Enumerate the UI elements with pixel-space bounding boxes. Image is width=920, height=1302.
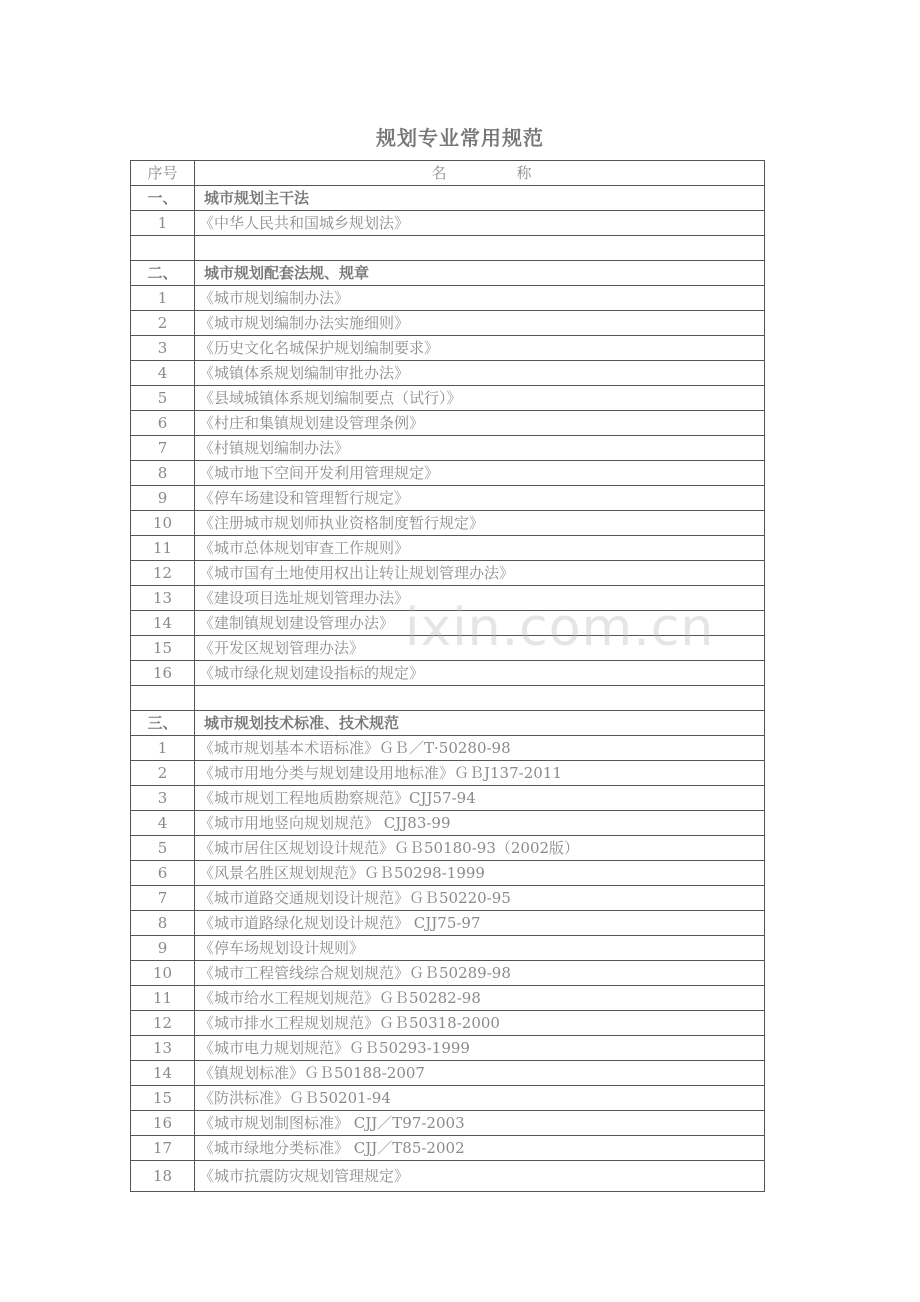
item-name: 《村镇规划编制办法》 (195, 436, 765, 461)
item-name: 《城市地下空间开发利用管理规定》 (195, 461, 765, 486)
header-name-part1: 名 (431, 164, 447, 182)
table-row (131, 1161, 765, 1192)
item-number: 6 (131, 411, 195, 436)
watermark: ixin.com.cn (405, 598, 715, 658)
item-name: 《建制镇规划建设管理办法》 (195, 611, 765, 636)
table-row (131, 1086, 765, 1111)
item-number: 18 (131, 1161, 195, 1192)
item-name: 《防洪标准》ＧＢ50201-94 (195, 1086, 765, 1111)
item-name: 《停车场建设和管理暂行规定》 (195, 486, 765, 511)
section-title: 城市规划技术标准、技术规范 (195, 711, 765, 736)
item-number: 10 (131, 511, 195, 536)
table-row (131, 761, 765, 786)
item-name: 《城市道路绿化规划设计规范》 CJJ75-97 (195, 911, 765, 936)
item-name: 《城市用地分类与规划建设用地标准》ＧＢJ137-2011 (195, 761, 765, 786)
item-name: 《开发区规划管理办法》 (195, 636, 765, 661)
item-number: 8 (131, 911, 195, 936)
table-row (131, 886, 765, 911)
table-row (131, 586, 765, 611)
item-number: 7 (131, 886, 195, 911)
page-title: 规划专业常用规范 (376, 126, 544, 150)
item-name: 《镇规划标准》ＧＢ50188-2007 (195, 1061, 765, 1086)
table-row (131, 1061, 765, 1086)
item-name: 《建设项目选址规划管理办法》 (195, 586, 765, 611)
item-number: 2 (131, 311, 195, 336)
item-name: 《城市规划工程地质勘察规范》CJJ57-94 (195, 786, 765, 811)
item-number: 9 (131, 936, 195, 961)
item-number: 14 (131, 611, 195, 636)
item-name: 《城市用地竖向规划规范》 CJJ83-99 (195, 811, 765, 836)
item-number: 3 (131, 336, 195, 361)
item-name: 《村庄和集镇规划建设管理条例》 (195, 411, 765, 436)
item-name: 《城市抗震防灾规划管理规定》 (195, 1161, 765, 1192)
blank-cell (195, 686, 765, 711)
table-row (131, 436, 765, 461)
table-row (131, 936, 765, 961)
table-row (131, 386, 765, 411)
item-name: 《城市规划编制办法》 (195, 286, 765, 311)
item-name: 《城市给水工程规划规范》ＧＢ50282-98 (195, 986, 765, 1011)
item-number: 6 (131, 861, 195, 886)
item-number: 1 (131, 736, 195, 761)
section-row (131, 186, 765, 211)
table-row (131, 311, 765, 336)
item-name: 《城市国有土地使用权出让转让规划管理办法》 (195, 561, 765, 586)
item-name: 《城市总体规划审查工作规则》 (195, 536, 765, 561)
table-row (131, 986, 765, 1011)
item-name: 《历史文化名城保护规划编制要求》 (195, 336, 765, 361)
blank-row (131, 236, 765, 261)
item-name: 《城市电力规划规范》ＧＢ50293-1999 (195, 1036, 765, 1061)
item-name: 《中华人民共和国城乡规划法》 (195, 211, 765, 236)
section-row (131, 261, 765, 286)
item-number: 12 (131, 561, 195, 586)
table-row (131, 1111, 765, 1136)
table-row (131, 961, 765, 986)
table-row (131, 461, 765, 486)
table-row (131, 286, 765, 311)
item-name: 《城市居住区规划设计规范》ＧＢ50180-93（2002版） (195, 836, 765, 861)
table-row (131, 786, 765, 811)
table-row (131, 561, 765, 586)
table-row (131, 736, 765, 761)
section-index: 二、 (131, 261, 195, 286)
blank-cell (131, 686, 195, 711)
item-number: 8 (131, 461, 195, 486)
item-name: 《注册城市规划师执业资格制度暂行规定》 (195, 511, 765, 536)
section-index: 三、 (131, 711, 195, 736)
table-row (131, 861, 765, 886)
table-row (131, 411, 765, 436)
item-name: 《城市绿地分类标准》 CJJ／T85-2002 (195, 1136, 765, 1161)
table-row (131, 511, 765, 536)
item-number: 3 (131, 786, 195, 811)
table-row (131, 636, 765, 661)
table-row (131, 811, 765, 836)
header-index: 序号 (131, 161, 195, 186)
item-number: 14 (131, 1061, 195, 1086)
item-number: 11 (131, 986, 195, 1011)
item-name: 《县域城镇体系规划编制要点（试行）》 (195, 386, 765, 411)
section-title: 城市规划配套法规、规章 (195, 261, 765, 286)
item-name: 《城市排水工程规划规范》ＧＢ50318-2000 (195, 1011, 765, 1036)
table-header-row (131, 161, 765, 186)
blank-row (131, 686, 765, 711)
item-name: 《停车场规划设计规则》 (195, 936, 765, 961)
table-row (131, 211, 765, 236)
item-number: 9 (131, 486, 195, 511)
table-row (131, 661, 765, 686)
item-number: 17 (131, 1136, 195, 1161)
table-row (131, 361, 765, 386)
table-row (131, 1036, 765, 1061)
item-number: 15 (131, 1086, 195, 1111)
header-name-part2: 称 (516, 164, 532, 182)
item-number: 13 (131, 1036, 195, 1061)
regulations-table (130, 160, 765, 1192)
item-number: 15 (131, 636, 195, 661)
item-name: 《城镇体系规划编制审批办法》 (195, 361, 765, 386)
item-name: 《城市绿化规划建设指标的规定》 (195, 661, 765, 686)
blank-cell (131, 236, 195, 261)
header-name (195, 161, 765, 186)
table-row (131, 336, 765, 361)
item-number: 11 (131, 536, 195, 561)
table-row (131, 1011, 765, 1036)
item-name: 《城市道路交通规划设计规范》ＧＢ50220-95 (195, 886, 765, 911)
table-row (131, 611, 765, 636)
item-number: 1 (131, 211, 195, 236)
table-row (131, 1136, 765, 1161)
item-number: 5 (131, 386, 195, 411)
table-row (131, 911, 765, 936)
item-name: 《城市规划编制办法实施细则》 (195, 311, 765, 336)
item-number: 10 (131, 961, 195, 986)
item-number: 4 (131, 811, 195, 836)
section-index: 一、 (131, 186, 195, 211)
item-number: 16 (131, 661, 195, 686)
table-row (131, 536, 765, 561)
item-number: 4 (131, 361, 195, 386)
item-name: 《城市规划基本术语标准》ＧＢ／T·50280-98 (195, 736, 765, 761)
section-row (131, 711, 765, 736)
item-number: 5 (131, 836, 195, 861)
item-number: 16 (131, 1111, 195, 1136)
table-row (131, 486, 765, 511)
item-number: 1 (131, 286, 195, 311)
blank-cell (195, 236, 765, 261)
item-number: 13 (131, 586, 195, 611)
item-number: 7 (131, 436, 195, 461)
item-number: 12 (131, 1011, 195, 1036)
item-number: 2 (131, 761, 195, 786)
item-name: 《城市规划制图标准》 CJJ／T97-2003 (195, 1111, 765, 1136)
section-title: 城市规划主干法 (195, 186, 765, 211)
item-name: 《城市工程管线综合规划规范》ＧＢ50289-98 (195, 961, 765, 986)
item-name: 《风景名胜区规划规范》ＧＢ50298-1999 (195, 861, 765, 886)
table-row (131, 836, 765, 861)
